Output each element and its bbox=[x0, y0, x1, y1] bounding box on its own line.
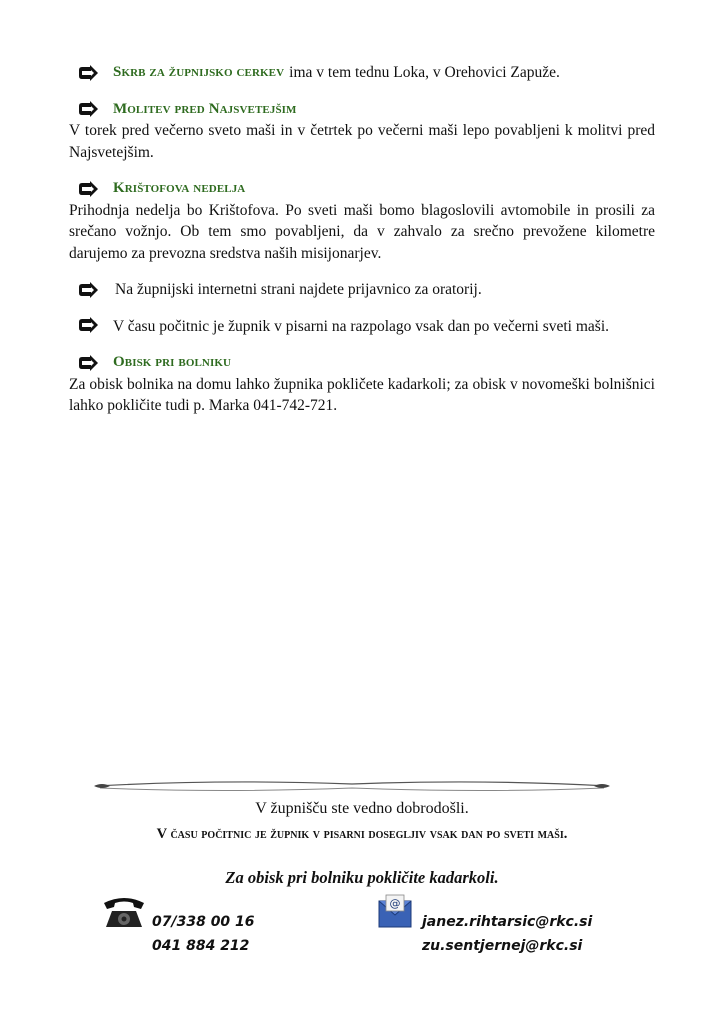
telephone-icon bbox=[100, 895, 148, 929]
email-address-priest[interactable]: janez.rihtarsic@rkc.si bbox=[422, 914, 593, 930]
email-icon bbox=[378, 893, 412, 929]
item-text: ima v tem tednu Loka, v Orehovici Zapuže. bbox=[289, 64, 560, 81]
announcement-item bbox=[69, 62, 655, 84]
item-body: V torek pred večerno sveto maši in v četrtek po večerni maši lepo povabljeni k molitvi pred Najsvetejšim. bbox=[69, 122, 655, 161]
announcements bbox=[69, 62, 655, 432]
item-text: V času počitnic je župnik v pisarni na razpolago vsak dan po večerni sveti maši. bbox=[113, 317, 609, 335]
item-title: Krištofova nedelja bbox=[113, 180, 246, 196]
arrow-right-icon bbox=[77, 181, 99, 197]
item-body bbox=[69, 316, 655, 338]
phone-number-mobile: 041 884 212 bbox=[152, 938, 250, 954]
arrow-right-icon bbox=[77, 101, 99, 117]
footer-visit: Za obisk pri bolniku pokličite kadarkoli. bbox=[225, 868, 499, 887]
item-title: Molitev pred Najsvetejšim bbox=[113, 100, 297, 117]
item-body: Prihodnja nedelja bo Krištofova. Po sveti maši bomo blagoslovili avtomobile in prosili za srečano vožnjo. Ob tem smo povabljeni, da v zahvalo za srečno prevožene kilometre darujemo za prevozna sredstva naših misijonarjev. bbox=[69, 201, 655, 262]
announcement-item bbox=[69, 316, 655, 338]
arrow-right-icon bbox=[77, 65, 99, 81]
email-address-parish[interactable]: zu.sentjernej@rkc.si bbox=[422, 938, 583, 954]
arrow-right-icon bbox=[77, 282, 99, 298]
announcement-item bbox=[69, 99, 655, 164]
item-heading bbox=[69, 178, 655, 200]
announcement-item bbox=[69, 352, 655, 417]
item-body: Za obisk bolnika na domu lahko župnika pokličete kadarkoli; za obisk v novomeški bolnišnici lahko pokličite tudi p. Marka 041-742-721. bbox=[69, 375, 655, 414]
arrow-right-icon bbox=[77, 317, 99, 333]
item-heading bbox=[69, 352, 655, 374]
footer-welcome: V župnišču ste vedno dobrodošli. bbox=[255, 800, 469, 817]
announcement-item bbox=[69, 178, 655, 264]
item-text: Na župnijski internetni strani najdete prijavnico za oratorij. bbox=[115, 281, 482, 298]
footer-office-hours: V času počitnic je župnik v pisarni dosegljiv vsak dan po sveti maši. bbox=[156, 826, 568, 842]
item-title: Obisk pri bolniku bbox=[113, 354, 232, 370]
item-heading bbox=[69, 99, 655, 121]
arrow-right-icon bbox=[77, 355, 99, 371]
item-title: Skrb za župnijsko cerkev bbox=[113, 64, 285, 80]
item-heading bbox=[69, 62, 655, 84]
svg-text:@: @ bbox=[389, 897, 401, 910]
announcement-item bbox=[69, 279, 655, 301]
phone-number-landline: 07/338 00 16 bbox=[152, 914, 255, 930]
item-heading bbox=[69, 279, 655, 301]
ornamental-divider bbox=[92, 776, 612, 796]
